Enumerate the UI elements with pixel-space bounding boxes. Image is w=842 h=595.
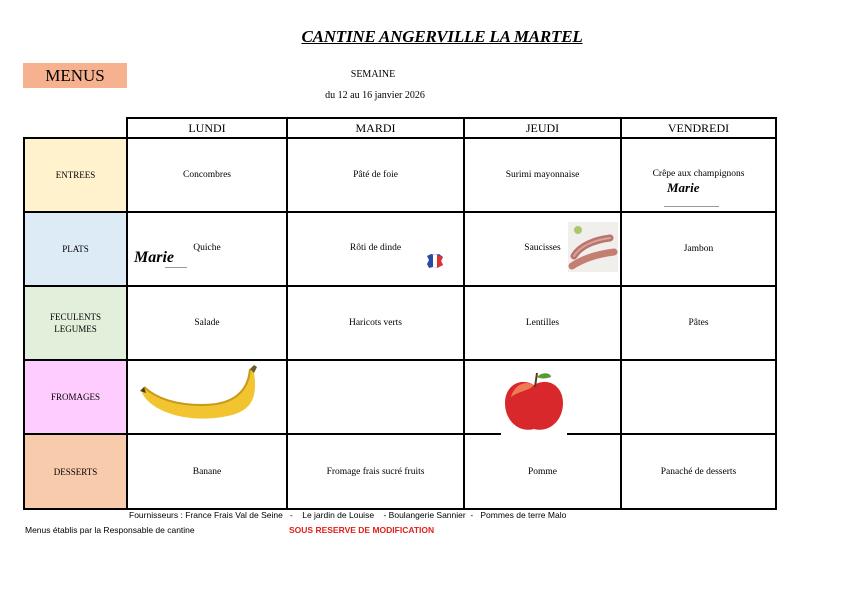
menu-cell: Surimi mayonnaise <box>463 137 622 213</box>
menu-cell: Pâté de foie <box>286 137 465 213</box>
row-header-fromages: FROMAGES <box>23 359 128 435</box>
menu-cell: Pomme <box>463 433 622 510</box>
day-header-jeudi: JEUDI <box>463 117 622 139</box>
banana-image <box>132 363 268 427</box>
marie-logo: Marie <box>134 249 174 266</box>
page-title: CANTINE ANGERVILLE LA MARTEL <box>301 27 583 46</box>
menu-cell: Crêpe aux champignons <box>620 137 777 213</box>
marie-logo-underline <box>165 267 187 268</box>
menu-cell: Panaché de desserts <box>620 433 777 510</box>
menu-cell: Lentilles <box>463 285 622 361</box>
suppliers-note: Fournisseurs : France Frais Val de Seine - Le jardin de Louise - Boulangerie Sannier - Pommes de terre Malo <box>129 510 567 520</box>
day-header-lundi: LUNDI <box>126 117 288 139</box>
menu-cell <box>620 359 777 435</box>
menu-cell: Rôti de dinde <box>286 211 465 287</box>
marie-logo-underline <box>664 206 719 207</box>
menu-cell: Salade <box>126 285 288 361</box>
french-flag-label-icon <box>425 252 445 270</box>
responsible-note: Menus établis par la Responsable de cantine <box>25 525 195 535</box>
menu-cell <box>286 359 465 435</box>
menu-cell: Banane <box>126 433 288 510</box>
sausages-image <box>568 222 618 272</box>
menu-cell: Jambon <box>620 211 777 287</box>
week-dates: du 12 au 16 janvier 2026 <box>325 90 425 101</box>
row-header-desserts: DESSERTS <box>23 433 128 510</box>
menu-cell: Fromage frais sucré fruits <box>286 433 465 510</box>
menu-cell: Pâtes <box>620 285 777 361</box>
menu-cell: Quiche <box>126 211 288 287</box>
row-header-plats: PLATS <box>23 211 128 287</box>
apple-image <box>501 369 567 435</box>
day-header-mardi: MARDI <box>286 117 465 139</box>
marie-logo: Marie <box>667 180 700 195</box>
menu-cell: Concombres <box>126 137 288 213</box>
day-header-vendredi: VENDREDI <box>620 117 777 139</box>
row-header-entrees: ENTREES <box>23 137 128 213</box>
menu-cell: Haricots verts <box>286 285 465 361</box>
row-header-feculents: FECULENTS LEGUMES <box>23 285 128 361</box>
reserve-note: SOUS RESERVE DE MODIFICATION <box>289 525 435 535</box>
menus-label: MENUS <box>23 63 127 88</box>
menu-cell: Saucisses <box>463 211 622 287</box>
week-label: SEMAINE <box>350 69 396 80</box>
